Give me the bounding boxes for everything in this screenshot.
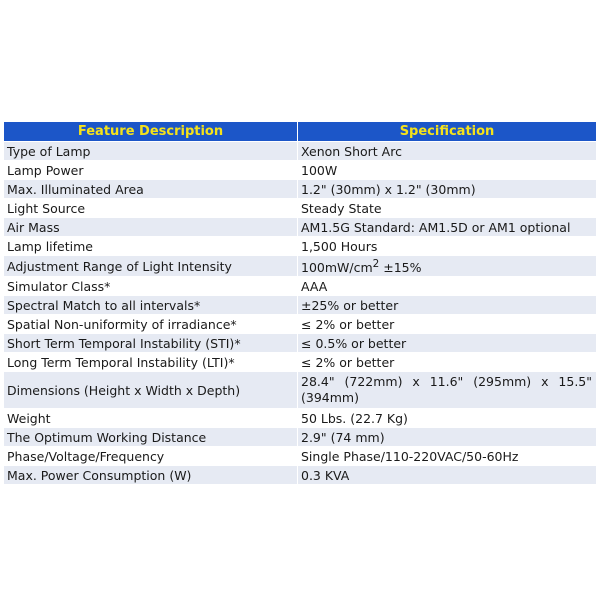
spec-cell: 100W	[298, 161, 597, 180]
feature-cell: Max. Illuminated Area	[4, 180, 298, 199]
spec-cell: 28.4" (722mm) x 11.6" (295mm) x 15.5" (394mm)	[298, 372, 597, 409]
feature-cell: The Optimum Working Distance	[4, 428, 298, 447]
table-row	[4, 218, 597, 237]
feature-cell: Spectral Match to all intervals*	[4, 296, 298, 315]
feature-cell: Air Mass	[4, 218, 298, 237]
spec-cell: 1.2" (30mm) x 1.2" (30mm)	[298, 180, 597, 199]
table-row	[4, 447, 597, 466]
header-row	[4, 122, 597, 142]
spec-table	[3, 121, 597, 485]
table-row	[4, 180, 597, 199]
spec-header: Specification	[298, 122, 597, 142]
spec-cell: AM1.5G Standard: AM1.5D or AM1 optional	[298, 218, 597, 237]
feature-cell: Max. Power Consumption (W)	[4, 466, 298, 485]
spec-cell: Xenon Short Arc	[298, 142, 597, 161]
table-row	[4, 409, 597, 428]
intensity-value: 100mW/cm	[301, 260, 373, 276]
feature-cell: Simulator Class*	[4, 277, 298, 296]
feature-cell: Light Source	[4, 199, 298, 218]
spec-cell: 50 Lbs. (22.7 Kg)	[298, 409, 597, 428]
table-row	[4, 466, 597, 485]
feature-cell: Adjustment Range of Light Intensity	[4, 256, 298, 277]
feature-cell: Weight	[4, 409, 298, 428]
spec-cell	[298, 256, 597, 277]
table-row	[4, 296, 597, 315]
spec-cell: 1,500 Hours	[298, 237, 597, 256]
spec-cell: ≤ 2% or better	[298, 353, 597, 372]
spec-cell: ≤ 2% or better	[298, 315, 597, 334]
feature-cell: Long Term Temporal Instability (LTI)*	[4, 353, 298, 372]
table-row	[4, 315, 597, 334]
table-row	[4, 372, 597, 409]
feature-header: Feature Description	[4, 122, 298, 142]
spec-cell: AAA	[298, 277, 597, 296]
feature-cell: Phase/Voltage/Frequency	[4, 447, 298, 466]
feature-cell: Dimensions (Height x Width x Depth)	[4, 372, 298, 409]
superscript-exponent: 2	[372, 258, 380, 270]
feature-cell: Type of Lamp	[4, 142, 298, 161]
spec-cell: 0.3 KVA	[298, 466, 597, 485]
feature-cell: Lamp Power	[4, 161, 298, 180]
spec-cell: 2.9" (74 mm)	[298, 428, 597, 447]
spec-cell: Steady State	[298, 199, 597, 218]
spec-cell: ≤ 0.5% or better	[298, 334, 597, 353]
table-row	[4, 199, 597, 218]
spec-cell: ±25% or better	[298, 296, 597, 315]
table-row	[4, 256, 597, 277]
table-row	[4, 277, 597, 296]
table-row	[4, 334, 597, 353]
spec-cell: Single Phase/110-220VAC/50-60Hz	[298, 447, 597, 466]
feature-cell: Lamp lifetime	[4, 237, 298, 256]
table-row	[4, 353, 597, 372]
tolerance-value: ±15%	[379, 260, 422, 276]
table-row	[4, 237, 597, 256]
feature-cell: Spatial Non-uniformity of irradiance*	[4, 315, 298, 334]
table-row	[4, 161, 597, 180]
table-row	[4, 142, 597, 161]
feature-cell: Short Term Temporal Instability (STI)*	[4, 334, 298, 353]
table-row	[4, 428, 597, 447]
